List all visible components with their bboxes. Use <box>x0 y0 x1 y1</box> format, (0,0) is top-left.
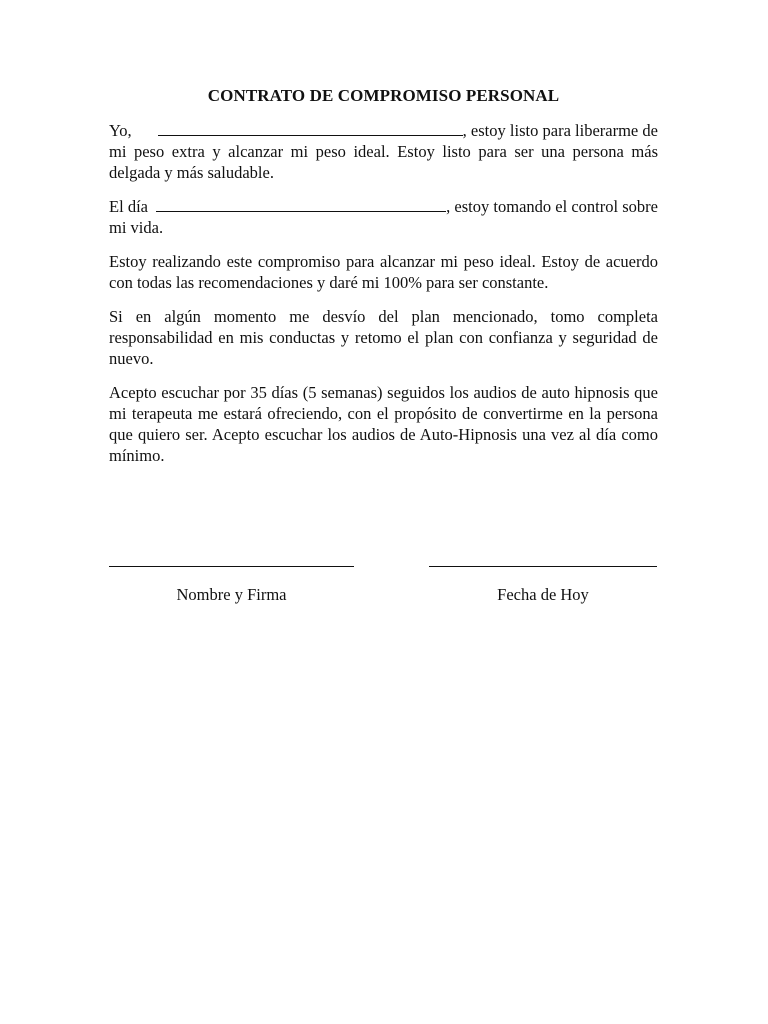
paragraph-date <box>109 196 658 238</box>
signature-name-line[interactable] <box>109 552 354 567</box>
intro-prefix: Yo, <box>109 121 132 140</box>
contract-document <box>109 86 658 479</box>
signature-date-label: Fecha de Hoy <box>497 585 589 604</box>
signature-name-label: Nombre y Firma <box>176 585 287 604</box>
date-text: , estoy tomando el control sobre mi vida. <box>109 197 658 237</box>
paragraph-intro <box>109 120 658 183</box>
signature-section <box>109 552 658 612</box>
paragraph-commitment: Estoy realizando este compromiso para alcanzar mi peso ideal. Estoy de acuerdo con todas las recomendaciones y daré mi 100% para ser constante. <box>109 252 658 292</box>
date-blank-line[interactable] <box>156 196 446 212</box>
document-title: CONTRATO DE COMPROMISO PERSONAL <box>207 86 560 105</box>
intro-text: , estoy listo para liberarme de mi peso extra y alcanzar mi peso ideal. Estoy listo para ser una persona más delgada y más saludable. <box>109 121 658 182</box>
signature-name-block <box>109 552 354 605</box>
paragraph-responsibility: Si en algún momento me desvío del plan mencionado, tomo completa responsabilidad en mis conductas y retomo el plan con confianza y seguridad de nuevo. <box>109 307 658 368</box>
name-blank-line[interactable] <box>158 120 463 136</box>
paragraph-audios: Acepto escuchar por 35 días (5 semanas) seguidos los audios de auto hipnosis que mi terapeuta me estará ofreciendo, con el propósito de convertirme en la persona que quiero ser. Acepto escuchar los audios de Auto-Hipnosis una vez al día como mínimo. <box>109 383 658 465</box>
date-prefix: El día <box>109 197 148 216</box>
signature-date-line[interactable] <box>429 552 657 567</box>
signature-date-block <box>429 552 657 605</box>
